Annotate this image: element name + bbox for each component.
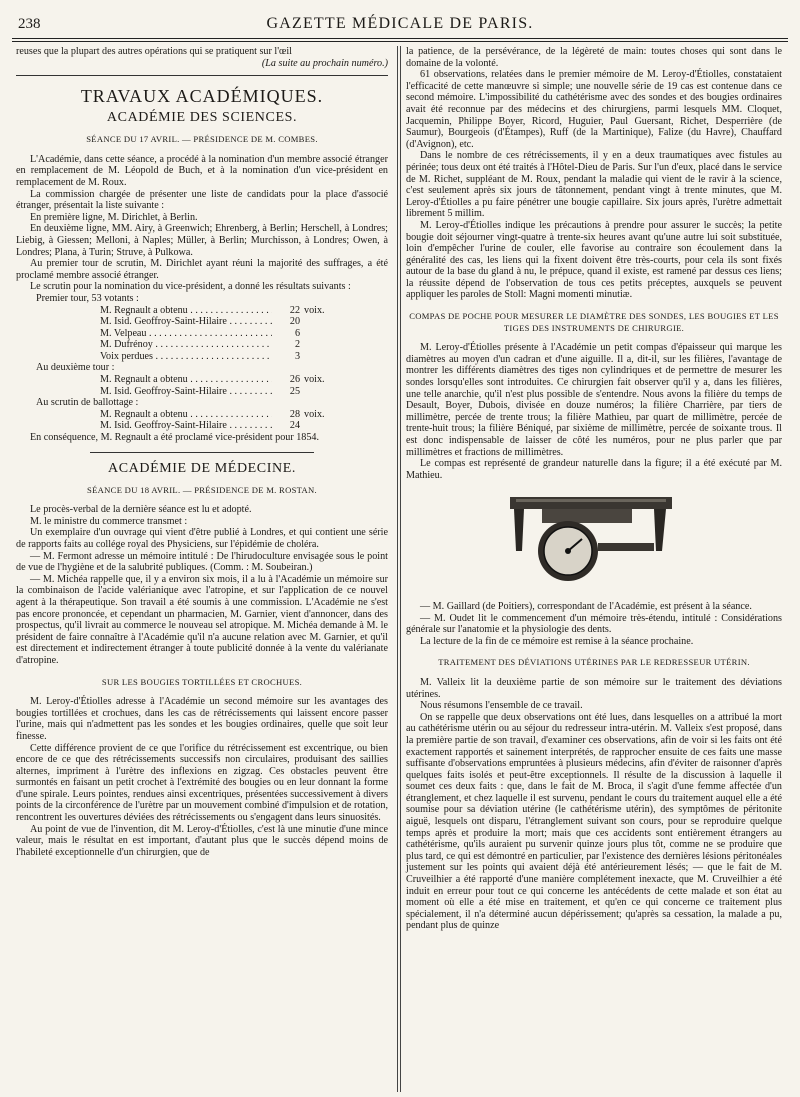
vote-row: M. Isid. Geoffroy-Saint-Hilaire . . . 25 [100,386,340,398]
page-header [12,14,788,36]
section-title-travaux: TRAVAUX ACADÉMIQUES. [80,86,324,107]
vote-round-label: Au scrutin de ballottage : [36,397,139,409]
paragraph: En conséquence, M. Regnault a été proclamé vice-président pour 1854. [30,432,320,444]
compass-left-jaw [514,509,524,551]
continuation-note: (La suite au prochain numéro.) [261,57,388,69]
paragraph: Nous résumons l'ensemble de ce travail. [420,700,583,712]
vote-round-label: Au deuxième tour : [36,362,115,374]
session-medecine: SÉANCE DU 18 AVRIL. — PRÉSIDENCE DE M. ROSTAN. [87,484,317,495]
paragraph: Le compas est représenté de grandeur naturelle dans la figure; il a été exécuté par M. Mathieu. [406,458,782,481]
paragraph: — M. Fermont adresse un mémoire intitulé : De l'hirudoculture envisagée sous le point de vue de l'hygiène et de la salubrité publiques. (Comm. : M. Soubeiran.) [16,550,388,574]
vote-row: M. Isid. Geoffroy-Saint-Hilaire . . . 24 [100,420,340,432]
heading-academie-sciences: ACADÉMIE DES SCIENCES. [106,110,298,126]
vote-row: M. Velpeau . . . 6 [100,328,340,340]
paragraph: — M. Gaillard (de Poitiers), correspondant de l'Académie, est présent à la séance. [420,600,752,612]
subsection-bougies: SUR LES BOUGIES TORTILLÉES ET CROCHUES. [101,676,303,687]
paragraph: Dans le nombre de ces rétrécissements, il y en a deux traumatiques avec fistules au périnée; tous deux ont été traités à l'Hôtel-Dieu de Paris. Sur l'un d'eux, placé dans le service de M. Richet, suppléant de M. Roux, pendant la maladie qui vient de le ravir à la science, c'est seulement après six jours de tâtonnement, pendant vingt à trente minutes, que M. Leroy-d'Étiolles a pu faire pénétrer une bougie capillaire. Six jours après, l'urètre admettait librement 5 millim. [406,150,782,220]
paragraph: Cette différence provient de ce que l'orifice du rétrécissement est excentrique, ou bien encore de ce que des rétrécissements successifs non circulaires, produisant des saillies alternes, impriment à l'urètre des inflexions en zigzag. Ces obstacles peuvent être surmontés en faisant un petit crochet à l'extrémité des bougies ou en leur donnant la forme d'une spirale. Leurs pointes, rendues ainsi excentriques, présentées successivement à divers points de la circonférence de l'urètre par un mouvement combiné d'impulsion et de rotation, rencontrent les ouvertures déviées des rétrécissements ou s'engagent dans leurs sinuosités. [16,742,388,824]
paragraph: La lecture de la fin de ce mémoire est remise à la séance prochaine. [420,635,694,647]
paragraph: 61 observations, relatées dans le premier mémoire de M. Leroy-d'Étiolles, constataient l'efficacité de cette manœuvre si simple; une nouvelle série de 19 cas est contenue dans ce second mémoire. L'impossibilité du cathétérisme avec des sondes et des bougies ordinaires avait été reconnue par des médecins et des chirurgiens, parmi lesquels MM. Cloquet, Jacquemin, Philippe Boyer, Ricord, Huguier, Paul Guersant, Richet, Desperrière (de Saumur), Bourgeois (d'Étampes), Ruff (de la Martinique), Falize (du Havre), Chauffard (d'Avignon), etc. [406,69,782,150]
compass-illustration [506,491,676,587]
paragraph: M. Leroy-d'Étiolles indique les précautions à prendre pour assurer le succès; la petite bougie doit séjourner vingt-quatre à trente-six heures avant qu'une autre lui soit substituée, loin d'empêcher l'urine de couler, elle favorise au contraire son écoulement dans la généralité des cas, les liens qui la fixent doivent être très-courts, pour cela ils sont fixés autour de la base du gland à nu, le prépuce, quand il existe, est ramené par dessus ces liens; la réussite dépend de l'observation de tous ces petits préceptes, auxquels se peuvent appliquer les paroles de Stoll: Magni momenti minutiæ. [406,219,782,301]
paragraph: En deuxième ligne, MM. Airy, à Greenwich; Ehrenberg, à Berlin; Herschell, à Londres; Liebig, à Giessen; Melloni, à Naples; Müller, à Berlin; Murchisson, à Londres; Owen, à Londres; Plana, à Turin; Struve, à Pulkowa. [16,223,388,258]
compass-bar-highlight [516,499,666,502]
paragraph: La commission chargée de présenter une liste de candidats pour la place d'associé étranger, présentait la liste suivante : [16,188,388,212]
vote-row: M. Dufrénoy . . . 2 [100,339,340,351]
paragraph: On se rappelle que deux observations ont été lues, dans lesquelles on a attribué la mort au cathétérisme utérin ou au séjour du redresseur intra-utérin. M. Valleix s'est proposé, dans la première partie de son travail, d'examiner ces observations, afin de voir si les faits ont été exactement rapportés et sainement interprétés, de rapprocher ensuite de ces faits une masse suffisante d'observations empruntées à plusieurs médecins, afin d'éviter de raisonner d'après quelques faits isolés et peut-être exceptionnels. Il résulte de la discussion à laquelle il soumet ces deux faits : que, dans le fait de M. Broca, il s'agit d'une femme affectée d'un étranglement, et chez laquelle il est survenu, pendant le cours du traitement auquel elle a été soumise pour sa déviation utérine (le cathétérisme utérin), des symptômes de péritonite aiguë, lesquels ont disparu, l'étranglement suivant son cours, pour se reproduire quelque temps après et produire la mort; mais que ces accidents sont entièrement étrangers au cathétérisme, qu'ils auraient pu survenir quinze jours plus tôt, comme ne se produire que plus tard, ce qui est démontré en particulier, par l'existence des dernières lésions péritonéales justement sur les points qui avaient déjà été antérieurement lésés; — que le fait de M. Cruveilhier a été rapporté d'une manière complétement inexacte, que M. Cruveilhier a été induit en erreur pour tout ce qui concerne les antécédents de cette malade et son état au moment où elle a été mise en traitement, et qu'en ce qui concerne ce traitement plus spécialement, il n'a déterminé aucun dépérissement; qu'après sa cessation, la malade a pu, pendant plus de quinze [406,711,782,932]
column-divider-double [400,46,401,1092]
vote-row: M. Regnault a obtenu . . . 26 voix. [100,374,340,386]
paragraph: Le procès-verbal de la dernière séance est lu et adopté. [30,504,252,516]
paragraph: En première ligne, M. Dirichlet, à Berlin. [30,211,198,223]
subsection-deviations: TRAITEMENT DES DÉVIATIONS UTÉRINES PAR LE REDRESSEUR UTÉRIN. [438,657,750,668]
dial-pivot [565,548,571,554]
vote-row: M. Regnault a obtenu . . . 28 voix. [100,409,340,421]
paragraph: M. Leroy-d'Étiolles présente à l'Académie un petit compas d'épaisseur qui marque les diamètres au moyen d'un cadran et d'une aiguille. Il a, dit-il, sur les filières, l'avantage de montrer les différents diamètres des tiges non cylindriques et de permettre de mesurer les sondes lorsqu'elles sont introduites. Ce chirurgien fait observer qu'il y a, dans les filières, une telle anarchie, qu'il n'est plus possible de s'entendre. Nous avons la filière du temps de Desault, Boyer, Dubois, divisée en douze numéros; la filière Charrière, par tiers de millimètre, percée de trente trous; la filière Mathieu, par quart de millimètre, percée de trente-huit trous; la filière Béniqué, par sixième de millimètre, percée de soixante trous. Il est donc indispensable de laisser de côté les numéros, pour ne plus parler que par millimètres et fractions de millimètres. [406,342,782,458]
vote-list-1 [16,305,340,363]
compass-right-jaw [654,509,666,551]
vote-row: M. Isid. Geoffroy-Saint-Hilaire . . . 20 [100,316,340,328]
subsection-compas: COMPAS DE POCHE POUR MESURER LE DIAMÈTRE DES SONDES, LES BOUGIES ET LES TIGES DES INSTRUMENTS DE CHIRURGIE. [409,311,779,333]
header-rule-double [12,41,788,42]
section-rule [16,75,388,76]
left-column [16,46,388,858]
paragraph: la patience, de la persévérance, de la légèreté de main: toutes choses qui sont dans le domaine de la volonté. [406,46,782,69]
right-column [406,46,782,932]
compass-bar [510,497,672,509]
journal-title: GAZETTE MÉDICALE DE PARIS. [266,15,534,32]
paragraph: Le scrutin pour la nomination du vice-président, a donné les résultats suivants : [30,281,351,293]
compass-body [542,509,632,523]
paragraph: Un exemplaire d'un ouvrage qui vient d'être publié à Londres, et qui contient une série de rapports faits au collége royal des Physiciens, sur l'épidémie de choléra. [16,527,388,550]
continuation-text: reuses que la plupart des autres opérations qui se pratiquent sur l'œil [16,46,292,57]
vote-row: Voix perdues . . . 3 [100,351,340,363]
paragraph: — M. Michéa rappelle que, il y a environ six mois, il a lu à l'Académie un mémoire sur la combinaison de l'acide valérianique avec l'atropine, et sur l'application de ce nouvel agent à la thérapeutique. Son travail a été soumis à une commission. L'Académie ne s'est pas encore prononcée, et cependant un pharmacien, M. Garnier, vient d'annoncer, dans des prospectus, qu'il livrait au commerce le nouveau sel atropique. M. Michéa demande à M. le président de faire connaître à l'Académie qu'il n'a aucune relation avec M. Garnier, et qu'il est directement et indirectement étranger à toute publicité donnée à la vente du valérianate d'atropine. [16,573,388,666]
vote-list-2 [16,374,340,397]
header-rule [12,38,788,39]
paragraph: Au premier tour de scrutin, M. Dirichlet ayant réuni la majorité des suffrages, a été proclamé membre associé étranger. [16,258,388,281]
heading-academie-medecine: ACADÉMIE DE MÉDECINE. [108,460,296,476]
vote-row: M. Regnault a obtenu . . . 22 voix. [100,305,340,317]
page-number: 238 [18,16,41,32]
section-rule [90,452,313,453]
paragraph: — M. Oudet lit le commencement d'un mémoire très-étendu, intitulé : Considérations générale sur l'anatomie et la physiologie des dents. [406,612,782,636]
paragraph: Au point de vue de l'invention, dit M. Leroy-d'Étiolles, c'est là une minutie d'une mince valeur, mais le résultat en est important, d'autant plus que le succès dépend moins de l'habileté exceptionnelle d'un chirurgien, que de [16,823,388,858]
paragraph: M. Valleix lit la deuxième partie de son mémoire sur le traitement des déviations utérines. [406,676,782,700]
vote-list-3 [16,409,340,432]
paragraph: M. le ministre du commerce transmet : [30,515,188,527]
paragraph: L'Académie, dans cette séance, a procédé à la nomination d'un membre associé étranger en remplacement de M. Léopold de Buch, et à la nomination d'un vice-président en remplacement de M. Roux. [16,153,388,188]
paragraph: M. Leroy-d'Étiolles adresse à l'Académie un second mémoire sur les avantages des bougies tortillées et crochues, dans les cas de rétrécissements qui laissent encore passer l'urine, mais qui n'admettent pas les sondes et les bougies ordinaires, quelle que soit leur finesse. [16,696,388,742]
session-sciences: SÉANCE DU 17 AVRIL. — PRÉSIDENCE DE M. COMBES. [86,134,318,145]
vote-round-label: Premier tour, 53 votants : [36,292,139,304]
compass-arm [598,543,654,551]
column-divider [397,46,398,1092]
